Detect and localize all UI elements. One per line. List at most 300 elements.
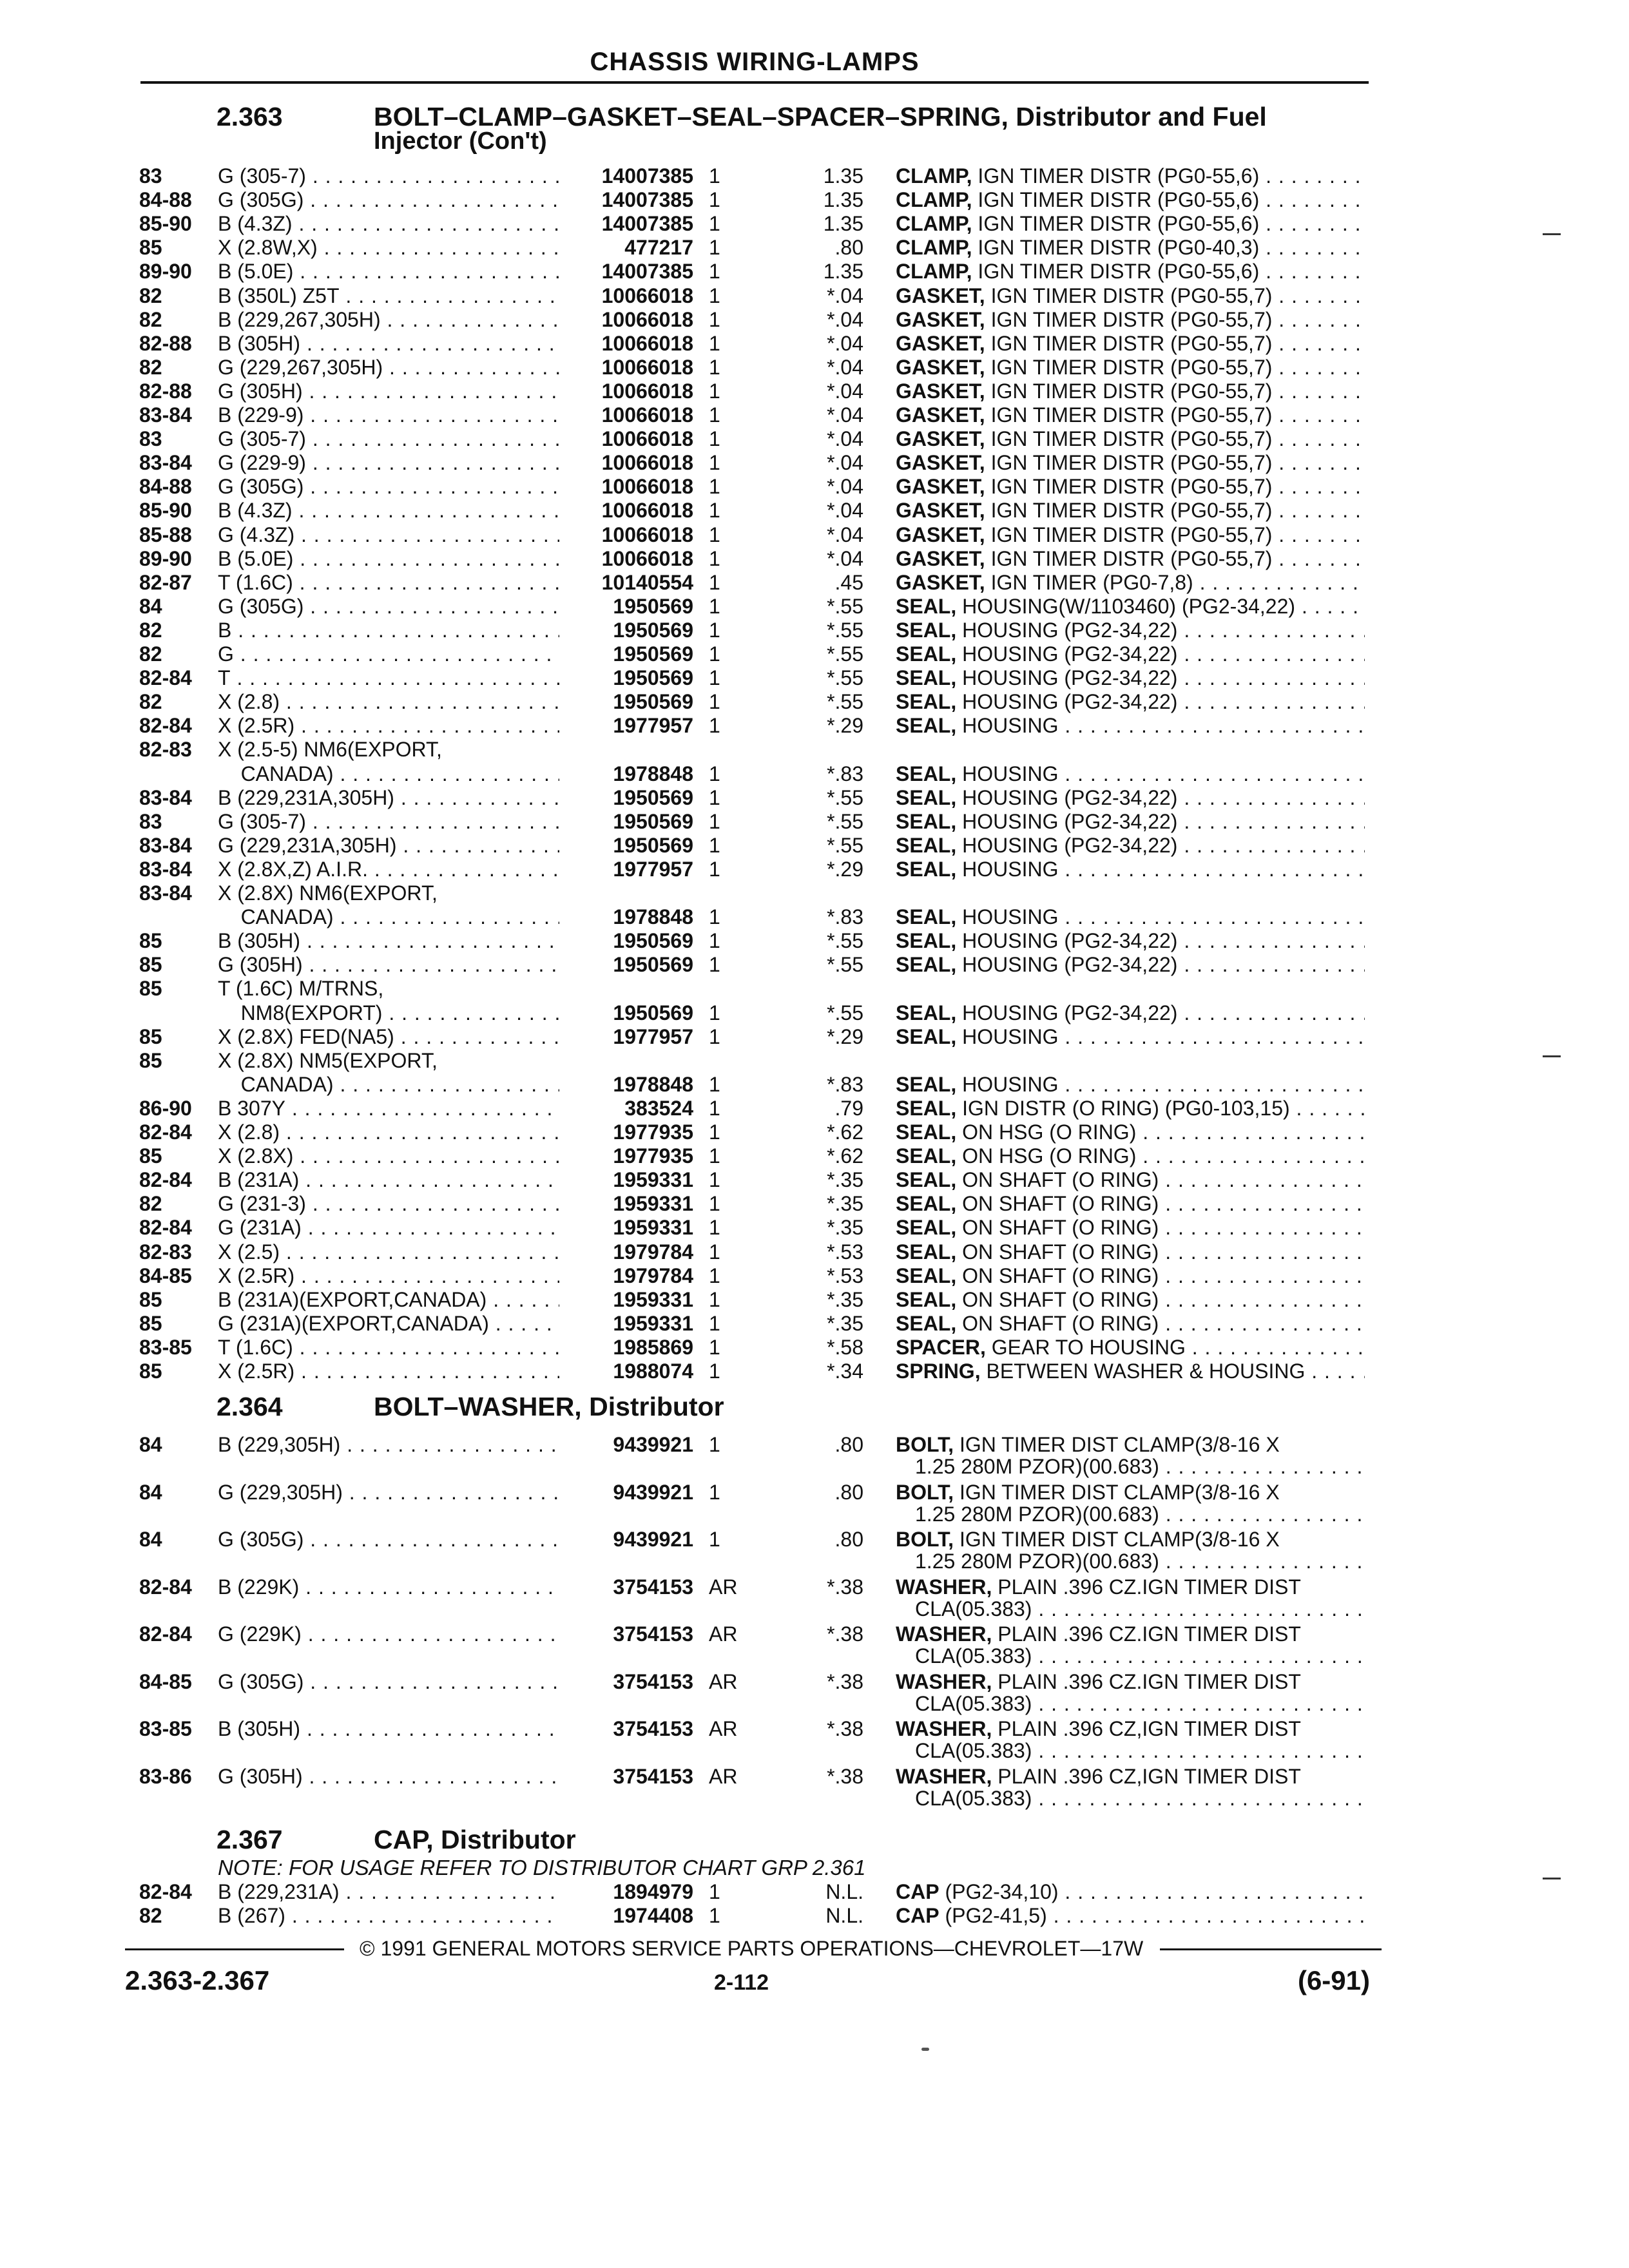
part-number: 10066018 [601,523,693,546]
part-number: 3754153 [613,1764,693,1788]
list-price: .80 [834,1433,863,1456]
list-price: *.55 [827,785,863,809]
model-years: 85 [139,1360,162,1383]
part-name [896,451,1365,475]
list-price: *.38 [827,1575,863,1599]
parts-row [0,260,1629,284]
application-description: B (4.3Z) . . . [218,212,559,236]
part-name-detail: IGN TIMER DISTR (PG0-55,7) [985,546,1273,570]
part-name-keyword: CLAMP, [896,188,972,212]
parts-row [0,475,1629,499]
list-price: *.04 [827,379,863,403]
section-number: 2.367 [217,1825,283,1854]
quantity: 1 [709,833,720,857]
model-years: 82-84 [139,714,192,738]
part-number: 10066018 [601,403,693,427]
list-price: *.35 [827,1192,863,1216]
part-name [896,332,1365,356]
parts-row [0,1433,1629,1457]
part-name [896,475,1365,499]
part-name [896,858,1365,881]
list-price: .80 [834,236,863,260]
part-name-detail: HOUSING (PG2-34,22) [956,833,1178,857]
quantity: 1 [709,714,720,738]
part-name-keyword: SEAL, [896,690,957,714]
parts-row [0,1717,1629,1741]
model-years: 89-90 [139,260,192,284]
part-name [896,1360,1365,1383]
part-name-keyword: SEAL, [896,762,957,785]
part-number: 1977957 [613,1024,693,1048]
part-name [896,1240,1365,1264]
part-name [896,188,1365,212]
part-name-keyword: SEAL, [896,857,957,881]
model-years: 82 [139,284,162,307]
part-number: 1894979 [613,1880,693,1903]
model-years: 89-90 [139,546,192,570]
part-name-keyword: CLAMP, [896,236,972,260]
part-name-detail: ON HSG (O RING) [956,1120,1137,1144]
list-price: *.55 [827,809,863,833]
part-number: 10066018 [601,475,693,499]
part-name-detail: (PG2-41,5) [939,1904,1047,1927]
part-name-detail: IGN TIMER DISTR (PG0-55,7) [985,475,1273,499]
part-number: 9439921 [613,1528,693,1551]
model-years: 85 [139,1311,162,1335]
quantity: 1 [709,809,720,833]
part-number: 1979784 [613,1264,693,1287]
part-number: 14007385 [601,188,693,212]
part-number: 1950569 [613,785,693,809]
list-price: *.62 [827,1144,863,1168]
list-price: 1.35 [823,212,863,236]
quantity: 1 [709,499,720,523]
application-description: X (2.5R) . . . [218,714,559,738]
part-name-detail: IGN TIMER DISTR (PG0-55,6) [972,212,1260,236]
part-name [896,1025,1365,1049]
application-description: X (2.5R) . . . [218,1360,559,1383]
application-description: G (305G) . . . [218,1670,559,1694]
list-price: *.04 [827,307,863,331]
part-name [896,1120,1365,1144]
part-name-keyword: SEAL, [896,929,957,953]
part-name-detail: IGN TIMER DISTR (PG0-55,6) [972,260,1260,284]
parts-row-continuation [0,1644,1629,1668]
application-description: B (305H) . . . [218,332,559,356]
list-price: *.38 [827,1717,863,1740]
application-description: B (231A) . . . [218,1168,559,1192]
model-years: 85 [139,1024,162,1048]
parts-row [0,690,1629,714]
model-years: 82 [139,618,162,642]
model-years: 83-84 [139,857,192,881]
list-price: *.04 [827,427,863,451]
quantity: 1 [709,1480,720,1504]
list-price: .79 [834,1096,863,1120]
part-number: 1979784 [613,1240,693,1264]
list-price: *.04 [827,355,863,379]
application-description: B 307Y . . . [218,1097,559,1120]
quantity: 1 [709,307,720,331]
part-name-keyword: SEAL, [896,809,957,833]
application-description: B (229,231A) . . . [218,1880,559,1904]
part-name-detail: IGN TIMER DIST CLAMP(3/8-16 X [954,1528,1280,1551]
part-name-keyword: GASKET, [896,499,985,523]
part-name-keyword: SEAL, [896,1264,957,1287]
application-description: X (2.8X) NM6(EXPORT, [218,881,438,905]
part-name [896,1073,1365,1097]
application-description: X (2.8) . . . [218,1120,559,1144]
application-description: G . . . [218,642,559,666]
part-name-keyword: GASKET, [896,403,985,427]
quantity: 1 [709,1880,720,1903]
application-description: B (229K) . . . [218,1575,559,1599]
parts-row [0,1880,1629,1904]
list-price: *.04 [827,284,863,307]
parts-row [0,188,1629,212]
parts-row [0,714,1629,738]
part-name-keyword: GASKET, [896,523,985,546]
list-price: *.35 [827,1168,863,1192]
quantity: 1 [709,1144,720,1168]
part-number: 1978848 [613,762,693,785]
quantity: 1 [709,1311,720,1335]
parts-row-continuation [0,1597,1629,1621]
quantity: 1 [709,1528,720,1551]
application-description: B (305H) . . . [218,1717,559,1741]
model-years: 83 [139,164,162,187]
model-years: 84 [139,1528,162,1551]
part-name [896,1336,1365,1360]
part-name [896,1312,1365,1336]
list-price: *.83 [827,762,863,785]
part-name-keyword: GASKET, [896,570,985,594]
part-name-detail: PLAIN .396 CZ.IGN TIMER DIST [992,1622,1301,1646]
application-description: B (4.3Z) . . . [218,499,559,523]
quantity: 1 [709,642,720,666]
parts-row [0,1336,1629,1360]
part-name-detail: PLAIN .396 CZ,IGN TIMER DIST [992,1717,1301,1740]
model-years: 82-84 [139,1622,192,1646]
quantity: 1 [709,570,720,594]
part-name-detail: IGN TIMER (PG0-7,8) [985,570,1193,594]
part-name-detail: HOUSING (PG2-34,22) [956,785,1178,809]
parts-row [0,1904,1629,1928]
parts-row [0,738,1629,762]
model-years: 82-88 [139,331,192,355]
quantity: 1 [709,1433,720,1456]
part-name-detail: HOUSING (PG2-34,22) [956,809,1178,833]
part-name-keyword: CLAMP, [896,164,972,187]
quantity: AR [709,1764,738,1788]
application-description: G (231-3) . . . [218,1192,559,1216]
section-header-2364 [140,1392,1369,1421]
quantity: 1 [709,1072,720,1096]
quantity: 1 [709,523,720,546]
parts-row [0,1049,1629,1073]
part-number: 1950569 [613,642,693,666]
quantity: 1 [709,762,720,785]
part-name-continuation: 1.25 280M PZOR)(00.683) . . . [915,1455,1365,1479]
part-name [896,595,1365,619]
parts-row [0,1312,1629,1336]
parts-row-continuation [0,1455,1629,1479]
quantity: 1 [709,403,720,427]
application-description: B (350L) Z5T . . . [218,284,559,308]
part-name-keyword: SEAL, [896,785,957,809]
list-price: *.55 [827,833,863,857]
part-name-continuation: CLA(05.383) . . . [915,1644,1365,1668]
model-years: 84-85 [139,1264,192,1287]
part-name-keyword: SEAL, [896,1144,957,1168]
part-name [896,1216,1365,1240]
part-name [896,1168,1365,1192]
quantity: 1 [709,1192,720,1216]
part-number: 1959331 [613,1192,693,1216]
quantity: 1 [709,475,720,499]
part-name-detail: IGN TIMER DISTR (PG0-55,7) [985,499,1273,523]
application-description: G (231A) . . . [218,1216,559,1240]
part-number: 1950569 [613,809,693,833]
part-name [896,714,1365,738]
part-name [896,1192,1365,1216]
part-number: 1977935 [613,1144,693,1168]
part-name-keyword: SEAL, [896,1240,957,1264]
application-description: G (305H) . . . [218,380,559,403]
model-years: 82-84 [139,1168,192,1192]
part-number: 1950569 [613,666,693,690]
parts-row [0,858,1629,881]
part-name [896,523,1365,547]
parts-row [0,380,1629,403]
model-years: 83-85 [139,1717,192,1740]
list-price: 1.35 [823,164,863,187]
part-name-keyword: SEAL, [896,1120,957,1144]
parts-row [0,1360,1629,1383]
application-description: G (4.3Z) . . . [218,523,559,547]
part-name-detail: ON SHAFT (O RING) [956,1192,1159,1216]
parts-row [0,212,1629,236]
part-number: 1959331 [613,1287,693,1311]
part-number: 1950569 [613,690,693,714]
part-name-keyword: SEAL, [896,714,957,738]
quantity: 1 [709,427,720,451]
model-years: 84-85 [139,1669,192,1693]
application-description: G (305-7) . . . [218,810,559,834]
list-price: *.38 [827,1764,863,1788]
quantity: 1 [709,690,720,714]
list-price: *.35 [827,1311,863,1335]
parts-row [0,642,1629,666]
part-name-keyword: CAP [896,1880,940,1903]
part-name-keyword: GASKET, [896,427,985,451]
model-years: 82-84 [139,1216,192,1240]
application-description: B (229,231A,305H) . . . [218,786,559,810]
application-description: X (2.5R) . . . [218,1264,559,1288]
model-years: 82-83 [139,738,192,762]
part-name [896,1765,1365,1789]
footer-copyright: © 1991 GENERAL MOTORS SERVICE PARTS OPERATIONS—CHEVROLET—17W [360,1937,1144,1960]
part-name-detail: IGN TIMER DISTR (PG0-55,7) [985,403,1273,427]
list-price: .80 [834,1480,863,1504]
application-description: B (5.0E) . . . [218,260,559,284]
quantity: 1 [709,1216,720,1240]
part-number: 10066018 [601,355,693,379]
parts-row [0,164,1629,188]
part-name-keyword: SEAL, [896,1192,957,1216]
parts-row-continuation [0,1550,1629,1573]
part-number: 9439921 [613,1480,693,1504]
part-name-keyword: SEAL, [896,642,957,666]
application-description: CANADA) . . . [218,1073,559,1097]
application-description: T (1.6C) . . . [218,1336,559,1360]
model-years: 82 [139,1904,162,1927]
part-name [896,690,1365,714]
application-description: X (2.5-5) NM6(EXPORT, [218,738,442,762]
application-description: G (229K) . . . [218,1622,559,1646]
list-price: *.55 [827,618,863,642]
part-name-keyword: CAP [896,1904,940,1927]
model-years: 82-88 [139,379,192,403]
parts-row [0,284,1629,308]
quantity: 1 [709,1168,720,1192]
parts-row [0,427,1629,451]
parts-row [0,905,1629,929]
quantity: AR [709,1622,738,1646]
parts-row [0,451,1629,475]
parts-row [0,547,1629,571]
application-description: G (305-7) . . . [218,427,559,451]
part-number: 3754153 [613,1622,693,1646]
part-name [896,1097,1365,1120]
part-name [896,619,1365,642]
application-description: X (2.8X) FED(NA5) . . . [218,1025,559,1049]
parts-row [0,308,1629,332]
part-name [896,1433,1365,1457]
part-number: 10066018 [601,427,693,451]
application-description: G (305G) . . . [218,188,559,212]
model-years: 84 [139,1480,162,1504]
part-name-keyword: SEAL, [896,833,957,857]
part-name-keyword: SEAL, [896,1001,957,1024]
part-number: 3754153 [613,1669,693,1693]
parts-row [0,1670,1629,1694]
quantity: 1 [709,666,720,690]
part-name [896,1288,1365,1312]
parts-row [0,1097,1629,1120]
application-description: B (229,267,305H) . . . [218,308,559,332]
model-years: 85 [139,236,162,260]
part-name-keyword: SEAL, [896,1096,957,1120]
quantity: 1 [709,451,720,475]
list-price: *.62 [827,1120,863,1144]
section-title: BOLT–WASHER, Distributor [374,1392,724,1421]
quantity: 1 [709,1287,720,1311]
list-price: *.53 [827,1240,863,1264]
list-price: N.L. [825,1880,863,1903]
part-name-continuation: 1.25 280M PZOR)(00.683) . . . [915,1503,1365,1526]
model-years: 83-84 [139,451,192,475]
parts-row [0,619,1629,642]
part-name-detail: HOUSING (PG2-34,22) [956,642,1178,666]
part-name-detail: IGN TIMER DISTR (PG0-55,7) [985,284,1273,307]
parts-row [0,1001,1629,1025]
margin-mark [1543,233,1561,235]
part-name-keyword: SEAL, [896,905,957,929]
model-years: 84-88 [139,188,192,212]
part-name-detail: HOUSING [956,857,1059,881]
quantity: 1 [709,331,720,355]
quantity: 1 [709,164,720,187]
list-price: *.34 [827,1360,863,1383]
part-number: 1988074 [613,1360,693,1383]
quantity: 1 [709,785,720,809]
margin-mark [1543,1878,1561,1879]
part-number: 10140554 [601,570,693,594]
quantity: 1 [709,1240,720,1264]
part-number: 14007385 [601,164,693,187]
parts-row [0,1481,1629,1504]
part-name [896,1575,1365,1599]
part-name [896,762,1365,786]
part-name-detail: IGN TIMER DISTR (PG0-55,7) [985,379,1273,403]
application-description: X (2.8W,X) . . . [218,236,559,260]
part-name-detail: HOUSING (PG2-34,22) [956,1001,1178,1024]
part-name [896,571,1365,595]
part-name-detail: ON SHAFT (O RING) [956,1264,1159,1287]
parts-row [0,1240,1629,1264]
list-price: *.55 [827,953,863,977]
part-name-detail: HOUSING [956,905,1059,929]
parts-row [0,1264,1629,1288]
parts-row [0,666,1629,690]
parts-row [0,1622,1629,1646]
model-years: 85 [139,929,162,953]
list-price: *.04 [827,523,863,546]
part-number: 1950569 [613,594,693,618]
part-number: 1950569 [613,1001,693,1024]
part-name-keyword: SEAL, [896,1311,957,1335]
quantity: 1 [709,1904,720,1927]
quantity: 1 [709,236,720,260]
model-years: 85-88 [139,523,192,546]
parts-row [0,1192,1629,1216]
quantity: 1 [709,546,720,570]
part-name-detail: HOUSING [956,714,1059,738]
part-name-keyword: WASHER, [896,1575,992,1599]
list-price: *.38 [827,1669,863,1693]
parts-row [0,1025,1629,1049]
part-name-detail: ON SHAFT (O RING) [956,1287,1159,1311]
list-price: *.29 [827,857,863,881]
model-years: 82-84 [139,666,192,690]
part-name-keyword: SEAL, [896,1287,957,1311]
model-years: 82 [139,355,162,379]
application-description: B (229-9) . . . [218,403,559,427]
footer-revision-date: (6-91) [1297,1965,1370,1995]
part-number: 383524 [624,1096,693,1120]
part-name-detail: PLAIN .396 CZ.IGN TIMER DIST [992,1669,1301,1693]
part-name [896,1264,1365,1288]
parts-row [0,1168,1629,1192]
part-name-keyword: BOLT, [896,1528,954,1551]
list-price: *.04 [827,403,863,427]
application-description: X (2.5) . . . [218,1240,559,1264]
model-years: 82 [139,307,162,331]
parts-row [0,977,1629,1001]
quantity: AR [709,1575,738,1599]
parts-row [0,499,1629,523]
